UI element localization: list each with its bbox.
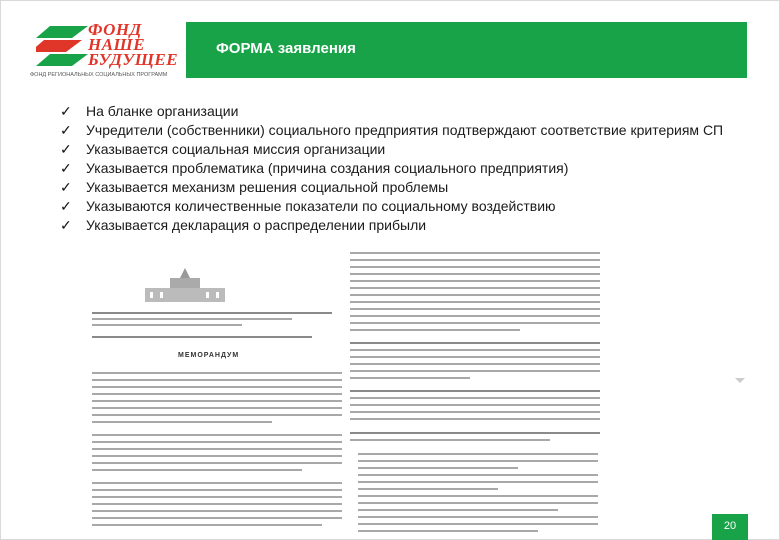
list-item: ✓ Указывается декларация о распределении прибыли <box>60 217 427 233</box>
document-page-left <box>88 248 346 540</box>
logo-text <box>88 22 178 67</box>
checkmark-icon: ✓ <box>60 103 72 119</box>
memo-title: МЕМОРАНДУМ <box>178 352 240 359</box>
checkmark-icon: ✓ <box>60 160 72 176</box>
logo-subtitle: ФОНД РЕГИОНАЛЬНЫХ СОЦИАЛЬНЫХ ПРОГРАММ <box>30 72 168 78</box>
list-item: ✓ Указывается проблематика (причина создания социального предприятия) <box>60 160 569 176</box>
building-icon <box>140 266 230 304</box>
checkmark-icon: ✓ <box>60 179 72 195</box>
list-item: ✓ Указываются количественные показатели по социальному воздействию <box>60 198 556 214</box>
checkmark-icon: ✓ <box>60 122 72 138</box>
logo-line-3: БУДУЩЕЕ <box>88 50 179 69</box>
document-page-right <box>350 248 702 540</box>
page-title: ФОРМА заявления <box>216 40 356 57</box>
logo-line-2: НАШЕ <box>88 35 146 54</box>
document-scan <box>88 248 708 540</box>
criteria-list <box>60 102 740 235</box>
logo-mark-icon <box>36 26 88 66</box>
logo-line-1: ФОНД <box>88 20 142 39</box>
checkmark-icon: ✓ <box>60 198 72 214</box>
list-item: ✓ Указывается механизм решения социальной проблемы <box>60 179 449 195</box>
checkmark-icon: ✓ <box>60 217 72 233</box>
logo <box>30 20 190 82</box>
page-number: 20 <box>712 514 748 540</box>
header-bar <box>186 22 747 78</box>
checkmark-icon: ✓ <box>60 141 72 157</box>
list-item: ✓ На бланке организации <box>60 103 239 119</box>
list-item: ✓ Указывается социальная миссия организации <box>60 141 386 157</box>
scroll-down-icon <box>735 378 745 383</box>
list-item: ✓ Учредители (собственники) социального предприятия подтверждают соответствие критериям СП <box>60 122 724 138</box>
